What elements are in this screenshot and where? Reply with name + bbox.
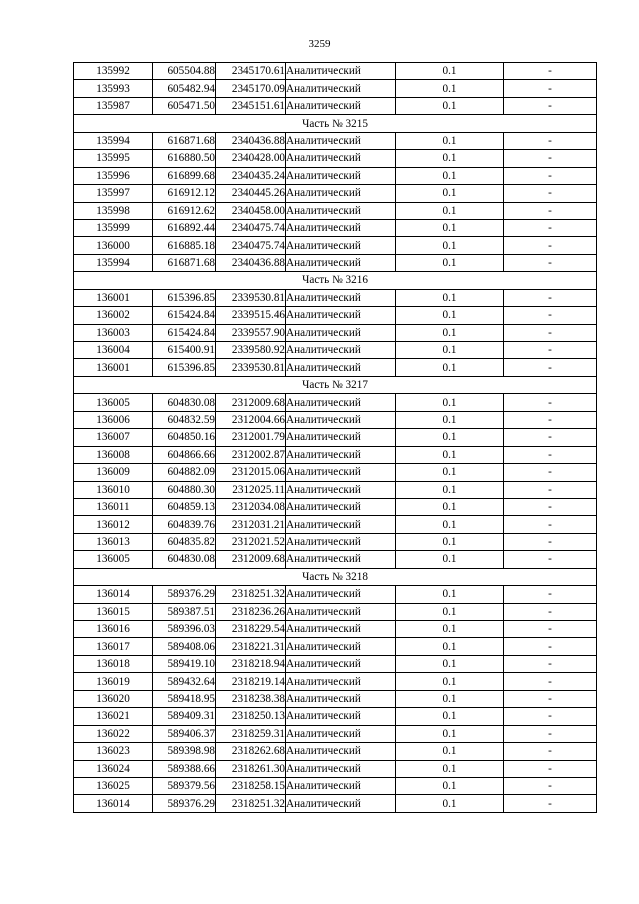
point-id-cell: 136001 — [74, 359, 153, 376]
x-coordinate-cell: 616899.68 — [153, 167, 216, 184]
table-row — [74, 621, 597, 638]
method-cell: Аналитический — [286, 446, 396, 463]
part-header-label: Часть № 3215 — [74, 115, 597, 132]
y-coordinate-cell: 2318229.54 — [216, 621, 286, 638]
method-cell: Аналитический — [286, 411, 396, 428]
x-coordinate-cell: 589387.51 — [153, 603, 216, 620]
accuracy-cell: 0.1 — [396, 586, 504, 603]
y-coordinate-cell: 2312031.21 — [216, 516, 286, 533]
accuracy-cell: 0.1 — [396, 132, 504, 149]
x-coordinate-cell: 589388.66 — [153, 760, 216, 777]
method-cell: Аналитический — [286, 342, 396, 359]
note-cell: - — [504, 777, 597, 794]
method-cell: Аналитический — [286, 394, 396, 411]
y-coordinate-cell: 2312009.68 — [216, 394, 286, 411]
note-cell: - — [504, 673, 597, 690]
point-id-cell: 136025 — [74, 777, 153, 794]
note-cell: - — [504, 621, 597, 638]
note-cell: - — [504, 743, 597, 760]
accuracy-cell: 0.1 — [396, 464, 504, 481]
table-row — [74, 551, 597, 568]
part-header-row — [74, 568, 597, 585]
note-cell: - — [504, 132, 597, 149]
x-coordinate-cell: 589409.31 — [153, 708, 216, 725]
point-id-cell: 136021 — [74, 708, 153, 725]
point-id-cell: 135999 — [74, 219, 153, 236]
point-id-cell: 136010 — [74, 481, 153, 498]
method-cell: Аналитический — [286, 359, 396, 376]
table-row — [74, 150, 597, 167]
table-row — [74, 324, 597, 341]
point-id-cell: 136014 — [74, 795, 153, 812]
y-coordinate-cell: 2340428.00 — [216, 150, 286, 167]
table-row — [74, 516, 597, 533]
point-id-cell: 136011 — [74, 498, 153, 515]
note-cell: - — [504, 237, 597, 254]
method-cell: Аналитический — [286, 621, 396, 638]
y-coordinate-cell: 2318236.26 — [216, 603, 286, 620]
accuracy-cell: 0.1 — [396, 481, 504, 498]
note-cell: - — [504, 167, 597, 184]
point-id-cell: 136022 — [74, 725, 153, 742]
accuracy-cell: 0.1 — [396, 429, 504, 446]
part-header-row — [74, 272, 597, 289]
x-coordinate-cell: 589376.29 — [153, 586, 216, 603]
method-cell: Аналитический — [286, 324, 396, 341]
note-cell: - — [504, 97, 597, 114]
y-coordinate-cell: 2318262.68 — [216, 743, 286, 760]
accuracy-cell: 0.1 — [396, 202, 504, 219]
accuracy-cell: 0.1 — [396, 551, 504, 568]
x-coordinate-cell: 604850.16 — [153, 429, 216, 446]
accuracy-cell: 0.1 — [396, 498, 504, 515]
accuracy-cell: 0.1 — [396, 307, 504, 324]
table-row — [74, 760, 597, 777]
point-id-cell: 136019 — [74, 673, 153, 690]
table-row — [74, 690, 597, 707]
x-coordinate-cell: 589418.95 — [153, 690, 216, 707]
note-cell: - — [504, 586, 597, 603]
table-row — [74, 464, 597, 481]
note-cell: - — [504, 307, 597, 324]
method-cell: Аналитический — [286, 481, 396, 498]
point-id-cell: 136017 — [74, 638, 153, 655]
y-coordinate-cell: 2318261.30 — [216, 760, 286, 777]
note-cell: - — [504, 185, 597, 202]
note-cell: - — [504, 446, 597, 463]
method-cell: Аналитический — [286, 219, 396, 236]
note-cell: - — [504, 533, 597, 550]
x-coordinate-cell: 589379.56 — [153, 777, 216, 794]
method-cell: Аналитический — [286, 655, 396, 672]
accuracy-cell: 0.1 — [396, 359, 504, 376]
table-row — [74, 446, 597, 463]
accuracy-cell: 0.1 — [396, 795, 504, 812]
table-row — [74, 307, 597, 324]
point-id-cell: 136018 — [74, 655, 153, 672]
method-cell: Аналитический — [286, 202, 396, 219]
note-cell: - — [504, 429, 597, 446]
method-cell: Аналитический — [286, 586, 396, 603]
accuracy-cell: 0.1 — [396, 324, 504, 341]
table-row — [74, 289, 597, 306]
accuracy-cell: 0.1 — [396, 394, 504, 411]
part-header-label: Часть № 3218 — [74, 568, 597, 585]
table-row — [74, 777, 597, 794]
y-coordinate-cell: 2340475.74 — [216, 219, 286, 236]
note-cell: - — [504, 760, 597, 777]
accuracy-cell: 0.1 — [396, 342, 504, 359]
method-cell: Аналитический — [286, 429, 396, 446]
accuracy-cell: 0.1 — [396, 219, 504, 236]
y-coordinate-cell: 2318219.14 — [216, 673, 286, 690]
table-row — [74, 429, 597, 446]
y-coordinate-cell: 2312009.68 — [216, 551, 286, 568]
table-row — [74, 411, 597, 428]
note-cell: - — [504, 202, 597, 219]
note-cell: - — [504, 603, 597, 620]
point-id-cell: 136013 — [74, 533, 153, 550]
note-cell: - — [504, 638, 597, 655]
y-coordinate-cell: 2318251.32 — [216, 795, 286, 812]
point-id-cell: 135993 — [74, 80, 153, 97]
method-cell: Аналитический — [286, 150, 396, 167]
table-row — [74, 481, 597, 498]
method-cell: Аналитический — [286, 132, 396, 149]
x-coordinate-cell: 616871.68 — [153, 132, 216, 149]
accuracy-cell: 0.1 — [396, 743, 504, 760]
table-row — [74, 185, 597, 202]
point-id-cell: 135996 — [74, 167, 153, 184]
note-cell: - — [504, 795, 597, 812]
accuracy-cell: 0.1 — [396, 621, 504, 638]
accuracy-cell: 0.1 — [396, 760, 504, 777]
note-cell: - — [504, 324, 597, 341]
y-coordinate-cell: 2340435.24 — [216, 167, 286, 184]
y-coordinate-cell: 2339557.90 — [216, 324, 286, 341]
note-cell: - — [504, 394, 597, 411]
note-cell: - — [504, 655, 597, 672]
table-row — [74, 80, 597, 97]
note-cell: - — [504, 63, 597, 80]
note-cell: - — [504, 498, 597, 515]
y-coordinate-cell: 2345151.61 — [216, 97, 286, 114]
x-coordinate-cell: 604830.08 — [153, 394, 216, 411]
accuracy-cell: 0.1 — [396, 237, 504, 254]
x-coordinate-cell: 604835.82 — [153, 533, 216, 550]
table-row — [74, 708, 597, 725]
y-coordinate-cell: 2318250.13 — [216, 708, 286, 725]
point-id-cell: 135994 — [74, 254, 153, 271]
method-cell: Аналитический — [286, 551, 396, 568]
y-coordinate-cell: 2312015.06 — [216, 464, 286, 481]
method-cell: Аналитический — [286, 760, 396, 777]
y-coordinate-cell: 2318221.31 — [216, 638, 286, 655]
method-cell: Аналитический — [286, 603, 396, 620]
y-coordinate-cell: 2318251.32 — [216, 586, 286, 603]
y-coordinate-cell: 2340436.88 — [216, 254, 286, 271]
method-cell: Аналитический — [286, 464, 396, 481]
table-row — [74, 655, 597, 672]
point-id-cell: 136008 — [74, 446, 153, 463]
y-coordinate-cell: 2339580.92 — [216, 342, 286, 359]
x-coordinate-cell: 589432.64 — [153, 673, 216, 690]
point-id-cell: 135997 — [74, 185, 153, 202]
table-row — [74, 725, 597, 742]
x-coordinate-cell: 604880.30 — [153, 481, 216, 498]
x-coordinate-cell: 615396.85 — [153, 359, 216, 376]
table-row — [74, 586, 597, 603]
x-coordinate-cell: 589406.37 — [153, 725, 216, 742]
method-cell: Аналитический — [286, 80, 396, 97]
x-coordinate-cell: 604866.66 — [153, 446, 216, 463]
point-id-cell: 135998 — [74, 202, 153, 219]
table-row — [74, 533, 597, 550]
note-cell: - — [504, 80, 597, 97]
method-cell: Аналитический — [286, 690, 396, 707]
x-coordinate-cell: 605504.88 — [153, 63, 216, 80]
part-header-label: Часть № 3217 — [74, 376, 597, 393]
note-cell: - — [504, 690, 597, 707]
method-cell: Аналитический — [286, 725, 396, 742]
method-cell: Аналитический — [286, 533, 396, 550]
accuracy-cell: 0.1 — [396, 80, 504, 97]
y-coordinate-cell: 2318238.38 — [216, 690, 286, 707]
y-coordinate-cell: 2318258.15 — [216, 777, 286, 794]
accuracy-cell: 0.1 — [396, 690, 504, 707]
method-cell: Аналитический — [286, 638, 396, 655]
note-cell: - — [504, 219, 597, 236]
page-number: 3259 — [308, 38, 331, 50]
x-coordinate-cell: 616871.68 — [153, 254, 216, 271]
accuracy-cell: 0.1 — [396, 603, 504, 620]
method-cell: Аналитический — [286, 63, 396, 80]
point-id-cell: 136006 — [74, 411, 153, 428]
note-cell: - — [504, 342, 597, 359]
y-coordinate-cell: 2339530.81 — [216, 289, 286, 306]
y-coordinate-cell: 2340436.88 — [216, 132, 286, 149]
note-cell: - — [504, 516, 597, 533]
x-coordinate-cell: 615424.84 — [153, 324, 216, 341]
part-header-row — [74, 115, 597, 132]
method-cell: Аналитический — [286, 777, 396, 794]
table-row — [74, 97, 597, 114]
y-coordinate-cell: 2340475.74 — [216, 237, 286, 254]
note-cell: - — [504, 725, 597, 742]
accuracy-cell: 0.1 — [396, 185, 504, 202]
part-header-row — [74, 376, 597, 393]
point-id-cell: 136000 — [74, 237, 153, 254]
point-id-cell: 136009 — [74, 464, 153, 481]
x-coordinate-cell: 604882.09 — [153, 464, 216, 481]
note-cell: - — [504, 464, 597, 481]
method-cell: Аналитический — [286, 673, 396, 690]
y-coordinate-cell: 2339515.46 — [216, 307, 286, 324]
x-coordinate-cell: 604839.76 — [153, 516, 216, 533]
x-coordinate-cell: 605482.94 — [153, 80, 216, 97]
table-row — [74, 638, 597, 655]
x-coordinate-cell: 604830.08 — [153, 551, 216, 568]
y-coordinate-cell: 2340458.00 — [216, 202, 286, 219]
accuracy-cell: 0.1 — [396, 411, 504, 428]
point-id-cell: 136002 — [74, 307, 153, 324]
point-id-cell: 136003 — [74, 324, 153, 341]
point-id-cell: 136007 — [74, 429, 153, 446]
accuracy-cell: 0.1 — [396, 725, 504, 742]
accuracy-cell: 0.1 — [396, 150, 504, 167]
y-coordinate-cell: 2318218.94 — [216, 655, 286, 672]
point-id-cell: 135995 — [74, 150, 153, 167]
accuracy-cell: 0.1 — [396, 516, 504, 533]
x-coordinate-cell: 615396.85 — [153, 289, 216, 306]
x-coordinate-cell: 589408.06 — [153, 638, 216, 655]
point-id-cell: 135987 — [74, 97, 153, 114]
table-row — [74, 132, 597, 149]
x-coordinate-cell: 616885.18 — [153, 237, 216, 254]
table-row — [74, 219, 597, 236]
y-coordinate-cell: 2318259.31 — [216, 725, 286, 742]
method-cell: Аналитический — [286, 708, 396, 725]
note-cell: - — [504, 708, 597, 725]
y-coordinate-cell: 2345170.09 — [216, 80, 286, 97]
point-id-cell: 136016 — [74, 621, 153, 638]
note-cell: - — [504, 481, 597, 498]
method-cell: Аналитический — [286, 516, 396, 533]
y-coordinate-cell: 2312001.79 — [216, 429, 286, 446]
x-coordinate-cell: 616912.62 — [153, 202, 216, 219]
y-coordinate-cell: 2345170.61 — [216, 63, 286, 80]
table-row — [74, 394, 597, 411]
table-row — [74, 743, 597, 760]
x-coordinate-cell: 589419.10 — [153, 655, 216, 672]
x-coordinate-cell: 589398.98 — [153, 743, 216, 760]
accuracy-cell: 0.1 — [396, 63, 504, 80]
table-row — [74, 202, 597, 219]
note-cell: - — [504, 359, 597, 376]
method-cell: Аналитический — [286, 97, 396, 114]
table-row — [74, 167, 597, 184]
point-id-cell: 136023 — [74, 743, 153, 760]
y-coordinate-cell: 2340445.26 — [216, 185, 286, 202]
point-id-cell: 136004 — [74, 342, 153, 359]
y-coordinate-cell: 2312021.52 — [216, 533, 286, 550]
note-cell: - — [504, 150, 597, 167]
x-coordinate-cell: 615424.84 — [153, 307, 216, 324]
x-coordinate-cell: 604832.59 — [153, 411, 216, 428]
point-id-cell: 136005 — [74, 394, 153, 411]
table-row — [74, 342, 597, 359]
table-row — [74, 254, 597, 271]
table-row — [74, 603, 597, 620]
method-cell: Аналитический — [286, 185, 396, 202]
y-coordinate-cell: 2312034.08 — [216, 498, 286, 515]
table-row — [74, 63, 597, 80]
point-id-cell: 136012 — [74, 516, 153, 533]
y-coordinate-cell: 2312025.11 — [216, 481, 286, 498]
note-cell: - — [504, 411, 597, 428]
x-coordinate-cell: 616880.50 — [153, 150, 216, 167]
method-cell: Аналитический — [286, 289, 396, 306]
table-row — [74, 359, 597, 376]
accuracy-cell: 0.1 — [396, 533, 504, 550]
note-cell: - — [504, 551, 597, 568]
table-row — [74, 673, 597, 690]
method-cell: Аналитический — [286, 307, 396, 324]
y-coordinate-cell: 2339530.81 — [216, 359, 286, 376]
point-id-cell: 136014 — [74, 586, 153, 603]
point-id-cell: 136001 — [74, 289, 153, 306]
accuracy-cell: 0.1 — [396, 708, 504, 725]
x-coordinate-cell: 615400.91 — [153, 342, 216, 359]
method-cell: Аналитический — [286, 743, 396, 760]
table-row — [74, 498, 597, 515]
x-coordinate-cell: 616892.44 — [153, 219, 216, 236]
x-coordinate-cell: 589396.03 — [153, 621, 216, 638]
x-coordinate-cell: 604859.13 — [153, 498, 216, 515]
accuracy-cell: 0.1 — [396, 655, 504, 672]
accuracy-cell: 0.1 — [396, 167, 504, 184]
point-id-cell: 135994 — [74, 132, 153, 149]
y-coordinate-cell: 2312004.66 — [216, 411, 286, 428]
y-coordinate-cell: 2312002.87 — [216, 446, 286, 463]
method-cell: Аналитический — [286, 167, 396, 184]
x-coordinate-cell: 589376.29 — [153, 795, 216, 812]
table-row — [74, 237, 597, 254]
accuracy-cell: 0.1 — [396, 638, 504, 655]
accuracy-cell: 0.1 — [396, 97, 504, 114]
point-id-cell: 136005 — [74, 551, 153, 568]
x-coordinate-cell: 616912.12 — [153, 185, 216, 202]
accuracy-cell: 0.1 — [396, 673, 504, 690]
note-cell: - — [504, 254, 597, 271]
part-header-label: Часть № 3216 — [74, 272, 597, 289]
coordinates-table — [73, 62, 597, 813]
coordinates-table-body — [74, 63, 597, 813]
accuracy-cell: 0.1 — [396, 777, 504, 794]
point-id-cell: 135992 — [74, 63, 153, 80]
note-cell: - — [504, 289, 597, 306]
accuracy-cell: 0.1 — [396, 446, 504, 463]
table-row — [74, 795, 597, 812]
method-cell: Аналитический — [286, 498, 396, 515]
point-id-cell: 136015 — [74, 603, 153, 620]
method-cell: Аналитический — [286, 795, 396, 812]
point-id-cell: 136020 — [74, 690, 153, 707]
method-cell: Аналитический — [286, 254, 396, 271]
method-cell: Аналитический — [286, 237, 396, 254]
point-id-cell: 136024 — [74, 760, 153, 777]
accuracy-cell: 0.1 — [396, 254, 504, 271]
x-coordinate-cell: 605471.50 — [153, 97, 216, 114]
accuracy-cell: 0.1 — [396, 289, 504, 306]
